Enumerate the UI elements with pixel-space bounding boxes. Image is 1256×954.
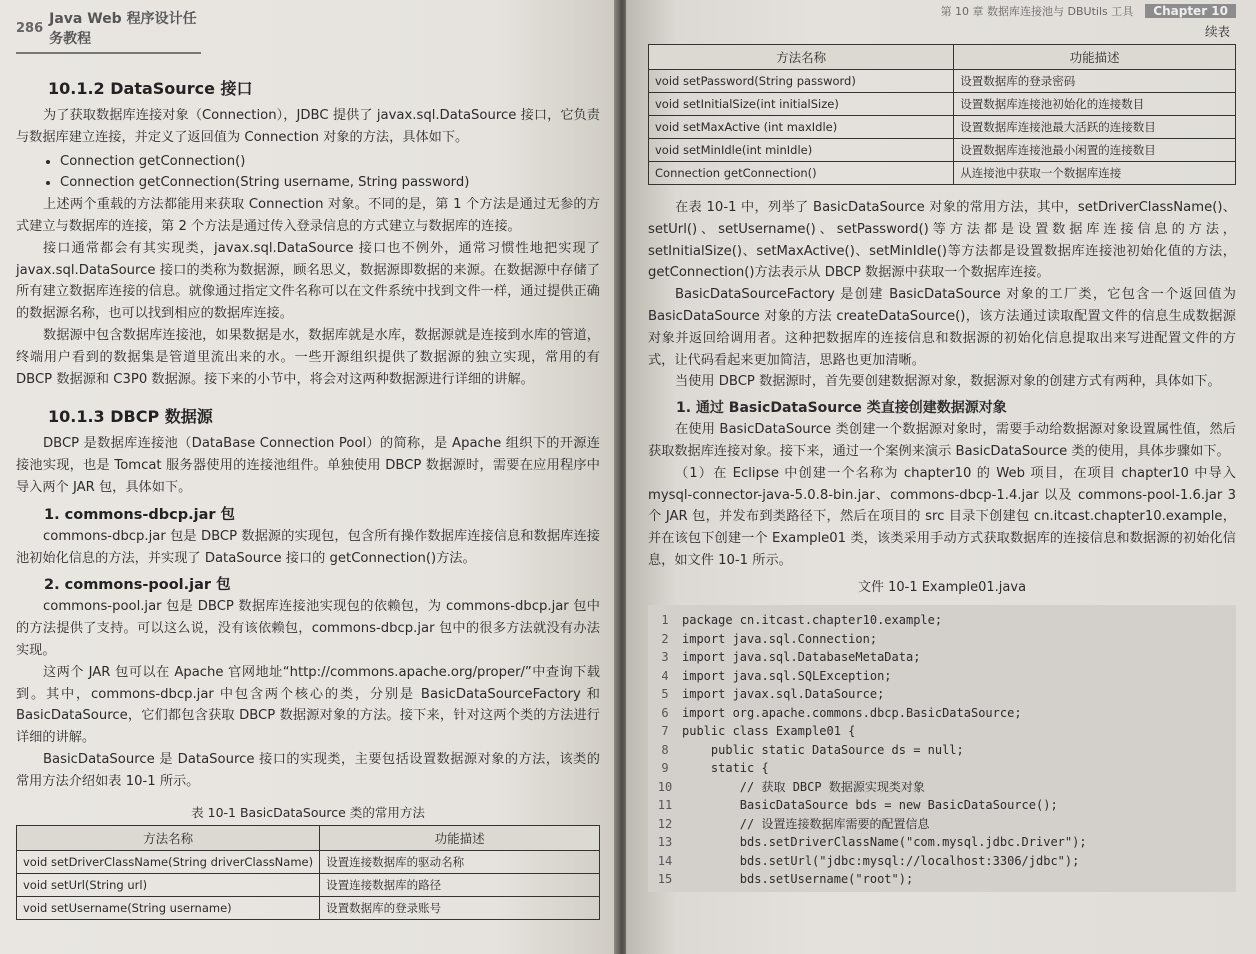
line-number: 5 (661, 687, 669, 701)
code-line (648, 740, 1236, 759)
left-page (0, 0, 618, 954)
code-line (648, 703, 1236, 722)
chapter-running-title: 第 10 章 数据库连接池与 DBUtils 工具 (940, 5, 1134, 18)
line-number: 1 (661, 613, 669, 627)
line-number: 11 (657, 798, 673, 812)
table-row (17, 873, 600, 896)
table-cell: 设置连接数据库的路径 (320, 873, 600, 896)
table-cell: void setInitialSize(int initialSize) (649, 93, 954, 116)
code-text: // 获取 DBCP 数据源实现类对象 (682, 780, 925, 794)
code-text: bds.setUsername("root"); (682, 872, 914, 886)
table-header: 功能描述 (320, 825, 600, 850)
code-line (648, 796, 1236, 815)
table-cell: void setUsername(String username) (17, 896, 320, 919)
code-line (648, 759, 1236, 778)
paragraph: BasicDataSourceFactory 是创建 BasicDataSource 对象的工厂类，它包含一个返回值为 BasicDataSource 对象的方法 createDataSource()，该方法通过读取配置文件的信息生成数据源对象并返回给调用者。这种把数据库的连接信息和数据源的初始化信息提取出来写进配置文件的方式，让代码看起来更加简洁，思路也更加清晰。 (648, 287, 1236, 368)
subsection-title: 1. commons-dbcp.jar 包 (44, 506, 236, 523)
table-caption: 表 10-1 BasicDataSource 类的常用方法 (191, 804, 425, 820)
code-line (648, 685, 1236, 704)
code-line (648, 611, 1236, 630)
table-header: 方法名称 (17, 825, 320, 850)
left-running-head (16, 8, 201, 54)
file-title: 文件 10-1 Example01.java (857, 579, 1027, 595)
code-line (648, 814, 1236, 833)
line-number: 14 (657, 853, 673, 868)
table-cell: 设置数据库连接池最小闲置的连接数目 (954, 139, 1236, 162)
paragraph: 数据源中包含数据库连接池，如果数据是水，数据库就是水库，数据源就是连接到水库的管道，终端用户看到的数据集是管道里流出来的水。一些开源组织提供了数据源的独立实现，常用的有 DBCP 数据源和 C3P0 数据源。接下来的小节中，将会对这两种数据源进行详细的讲解。 (16, 327, 600, 387)
code-text: static { (682, 761, 769, 775)
code-text: public static DataSource ds = null; (682, 742, 964, 757)
line-number: 8 (661, 742, 669, 757)
paragraph: 当使用 DBCP 数据源时，首先要创建数据源对象，数据源对象的创建方式有两种，具体如下。 (675, 374, 1221, 390)
code-text: import javax.sql.DataSource; (682, 687, 885, 701)
table-cell: 从连接池中获取一个数据库连接 (954, 162, 1236, 185)
table-row (649, 70, 1236, 93)
code-text: bds.setDriverClassName("com.mysql.jdbc.Driver"); (682, 835, 1087, 849)
paragraph: BasicDataSource 是 DataSource 接口的实现类，主要包括设置数据源对象的方法，该类的常用方法介绍如表 10-1 所示。 (16, 751, 600, 789)
code-line (648, 722, 1236, 741)
table-row (649, 162, 1236, 185)
code-text: BasicDataSource bds = new BasicDataSource(); (682, 798, 1058, 812)
line-number: 13 (657, 835, 673, 849)
table-row (649, 139, 1236, 162)
code-text: import java.sql.SQLException; (682, 668, 892, 683)
line-number: 2 (661, 631, 669, 646)
code-text: package cn.itcast.chapter10.example; (682, 613, 943, 627)
line-number: 9 (661, 761, 669, 775)
code-text: import java.sql.Connection; (682, 631, 878, 646)
paragraph: 在表 10-1 中，列举了 BasicDataSource 对象的常用方法，其中，setDriverClassName()、setUrl()、setUsername()、setPassword()等方法都是设置数据库连接信息的方法，setInitialSize()、setMaxActive()、setMinIdle()等方法都是设置数据库连接池初始化值的方法，getConnection()方法表示从 DBCP 数据源中获取一个数据库连接。 (648, 200, 1236, 281)
list-item: • Connection getConnection(String username, String password) (60, 172, 600, 194)
code-text: // 设置连接数据库需要的配置信息 (682, 817, 930, 831)
paragraph: 这两个 JAR 包可以在 Apache 官网地址“http://commons.apache.org/proper/”中查询下载到。其中，commons-dbcp.jar 中包含两个核心的类，分别是 BasicDataSourceFactory 和 BasicDataSource，它们都包含获取 DBCP 数据源对象的方法。接下来，针对这两个类的方法进行详细的讲解。 (16, 664, 600, 746)
line-number: 7 (661, 724, 669, 738)
table-row (649, 116, 1236, 139)
code-line (648, 851, 1236, 870)
paragraph: DBCP 是数据库连接池（DataBase Connection Pool）的简称，是 Apache 组织下的开源连接池实现，也是 Tomcat 服务器使用的连接池组件。单独使用 DBCP 数据源时，需要在应用程序中导入两个 JAR 包，具体如下。 (16, 436, 600, 495)
subsection-title: 1. 通过 BasicDataSource 类直接创建数据源对象 (676, 400, 1007, 417)
method-table-right (648, 44, 1236, 185)
section-title-dbcp: 10.1.3 DBCP 数据源 (48, 407, 213, 427)
paragraph: 为了获取数据库连接对象（Connection），JDBC 提供了 javax.sql.DataSource 接口，它负责与数据库建立连接，并定义了返回值为 Connection 对象的方法，具体如下。 (16, 108, 600, 145)
continued-label: 续表 (1204, 24, 1230, 39)
paragraph: commons-pool.jar 包是 DBCP 数据库连接池实现包的依赖包，为 commons-dbcp.jar 包中的方法提供了支持。可以这么说，没有该依赖包，commons-dbcp.jar 包中的很多方法就没有办法实现。 (16, 599, 600, 658)
table-row (649, 93, 1236, 116)
table-cell: 设置连接数据库的驱动名称 (320, 850, 600, 873)
paragraph: 接口通常都会有其实现类，javax.sql.DataSource 接口也不例外，通常习惯性地把实现了 javax.sql.DataSource 接口的类称为数据源，顾名思义，数据源即数据的来源。在数据源中存储了所有建立数据库连接的信息。就像通过指定文件名称可以在文件系统中找到文件一样，通过提供正确的数据源名称，也可以找到相应的数据库连接。 (16, 240, 600, 322)
code-line (648, 870, 1236, 889)
code-line (648, 629, 1236, 648)
paragraph: 在使用 BasicDataSource 类创建一个数据源对象时，需要手动给数据源对象设置属性值，然后获取数据库连接对象。接下来，通过一个案例来演示 BasicDataSource 类的使用，具体步骤如下。 (648, 422, 1236, 459)
right-running-head (648, 4, 1236, 18)
chapter-label: Chapter 10 (1145, 4, 1236, 18)
table-cell: void setDriverClassName(String driverClassName) (17, 850, 320, 873)
table-cell: 设置数据库连接池初始化的连接数目 (954, 93, 1236, 116)
list-item: • Connection getConnection() (60, 151, 600, 173)
page-number: 286 (16, 20, 44, 36)
table-cell: void setMaxActive (int maxIdle) (649, 116, 954, 139)
table-cell: 设置数据库的登录账号 (320, 896, 600, 919)
code-text: bds.setUrl("jdbc:mysql://localhost:3306/jdbc"); (682, 853, 1080, 868)
code-line (648, 666, 1236, 685)
table-cell: 设置数据库连接池最大活跃的连接数目 (954, 116, 1236, 139)
paragraph: （1）在 Eclipse 中创建一个名称为 chapter10 的 Web 项目，在项目 chapter10 中导入 mysql-connector-java-5.0.8-bin.jar、commons-dbcp-1.4.jar 以及 commons-pool-1.6.jar 3 个 JAR 包，并发布到类路径下，然后在项目的 src 目录下创建包 cn.itcast.chapter10.example，并在该包下创建一个 Example01 类，该类采用手动方式获取数据库的连接信息和数据源的初始化信息，如文件 10-1 所示。 (648, 465, 1236, 568)
book-title: Java Web 程序设计任务教程 (49, 11, 197, 47)
line-number: 6 (661, 705, 669, 720)
table-row (17, 896, 600, 919)
code-line (648, 833, 1236, 852)
line-number: 15 (657, 872, 673, 886)
subsection-title: 2. commons-pool.jar 包 (44, 577, 231, 594)
table-header: 功能描述 (954, 45, 1236, 70)
right-page (626, 0, 1256, 954)
code-listing (648, 605, 1236, 893)
table-cell: void setUrl(String url) (17, 873, 320, 896)
table-row (17, 850, 600, 873)
method-table-left (16, 825, 600, 920)
code-line (648, 777, 1236, 796)
code-text: public class Example01 { (682, 724, 856, 738)
code-line (648, 648, 1236, 667)
code-text: import java.sql.DatabaseMetaData; (682, 650, 921, 664)
table-cell: void setMinIdle(int minIdle) (649, 139, 954, 162)
paragraph: 上述两个重载的方法都能用来获取 Connection 对象。不同的是，第 1 个方法是通过无参的方式建立与数据库的连接，第 2 个方法是通过传入登录信息的方式建立与数据库的连接。 (16, 197, 600, 234)
line-number: 3 (661, 650, 669, 664)
line-number: 4 (661, 668, 669, 683)
code-text: import org.apache.commons.dbcp.BasicDataSource; (682, 705, 1022, 720)
table-cell: Connection getConnection() (649, 162, 954, 185)
method-list (60, 151, 600, 195)
table-cell: 设置数据库的登录密码 (954, 70, 1236, 93)
table-cell: void setPassword(String password) (649, 70, 954, 93)
table-header: 方法名称 (649, 45, 954, 70)
line-number: 10 (657, 779, 673, 794)
section-title-datasource: 10.1.2 DataSource 接口 (48, 79, 253, 98)
line-number: 12 (657, 816, 673, 831)
paragraph: commons-dbcp.jar 包是 DBCP 数据源的实现包，包含所有操作数据库连接信息和数据库连接池初始化信息的方法，并实现了 DataSource 接口的 getConnection()方法。 (16, 528, 600, 566)
